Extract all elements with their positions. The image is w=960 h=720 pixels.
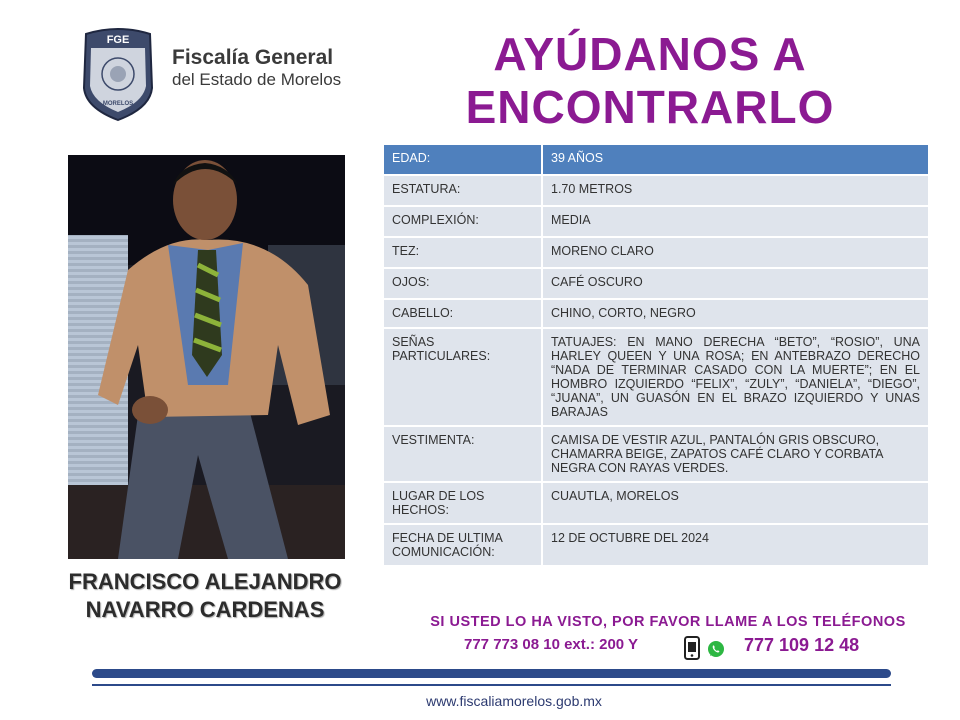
fge-shield-logo xyxy=(80,26,156,122)
missing-person-photo xyxy=(68,155,345,559)
detail-label: LUGAR DE LOS HECHOS: xyxy=(384,483,543,523)
table-row xyxy=(384,329,928,425)
detail-value: CUAUTLA, MORELOS xyxy=(543,483,928,523)
detail-label: CABELLO: xyxy=(384,300,543,327)
agency-name-line1: Fiscalía General xyxy=(172,46,334,69)
detail-label: OJOS: xyxy=(384,269,543,298)
details-table xyxy=(384,143,928,567)
detail-value: CAFÉ OSCURO xyxy=(543,269,928,298)
agency-name xyxy=(172,46,341,90)
table-row xyxy=(384,269,928,298)
page-title xyxy=(440,28,860,134)
detail-label: COMPLEXIÓN: xyxy=(384,207,543,236)
footer-bar xyxy=(92,669,891,678)
detail-value: CAMISA DE VESTIR AZUL, PANTALÓN GRIS OBSCURO, CHAMARRA BEIGE, ZAPATOS CAFÉ CLARO Y CORBATA NEGRA CON RAYAS VERDES. xyxy=(543,427,928,481)
table-row xyxy=(384,427,928,481)
table-row xyxy=(384,207,928,236)
person-name xyxy=(40,568,370,624)
table-row xyxy=(384,483,928,523)
person-name-line1: FRANCISCO ALEJANDRO xyxy=(68,569,342,594)
whatsapp-icon xyxy=(707,640,725,658)
detail-label: SEÑAS PARTICULARES: xyxy=(384,329,543,425)
badge-bottom-text: MORELOS xyxy=(102,101,134,107)
phone-number-2: 777 109 12 48 xyxy=(744,635,860,655)
detail-label: EDAD: xyxy=(384,145,543,174)
website-link[interactable]: www.fiscaliamorelos.gob.mx xyxy=(426,693,602,709)
detail-label: FECHA DE ULTIMA COMUNICACIÓN: xyxy=(384,525,543,565)
table-row xyxy=(384,176,928,205)
detail-value: MORENO CLARO xyxy=(543,238,928,267)
detail-value: 12 DE OCTUBRE DEL 2024 xyxy=(543,525,928,565)
call-to-action: SI USTED LO HA VISTO, POR FAVOR LLAME A LOS TELÉFONOS xyxy=(430,614,906,630)
table-row xyxy=(384,238,928,267)
detail-value: 39 AÑOS xyxy=(543,145,928,174)
phone-number-1: 777 773 08 10 ext.: 200 Y xyxy=(464,636,639,653)
detail-label: TEZ: xyxy=(384,238,543,267)
footer-divider xyxy=(92,684,891,686)
badge-top-text: FGE xyxy=(106,34,130,46)
detail-value: TATUAJES: EN MANO DERECHA “BETO”, “ROSIO”, UNA HARLEY QUEEN Y UNA ROSA; EN ANTEBRAZO DERECHO “NADA DE TERMINAR CASADO CON LA MUERTE”; EN EL HOMBRO IZQUIERDO “FELIX”, “ZULY”, “DANIELA”, “DIEGO”, “JUANA”, UN GUASÓN EN EL BRAZO IZQUIERDO Y UNAS BARAJAS xyxy=(543,329,928,425)
title-line1: AYÚDANOS A xyxy=(493,28,807,80)
detail-label: ESTATURA: xyxy=(384,176,543,205)
agency-name-line2: del Estado de Morelos xyxy=(172,70,342,89)
table-row xyxy=(384,145,928,174)
table-row xyxy=(384,300,928,327)
detail-value: MEDIA xyxy=(543,207,928,236)
detail-value: CHINO, CORTO, NEGRO xyxy=(543,300,928,327)
mobile-phone-icon xyxy=(684,636,700,660)
detail-value: 1.70 METROS xyxy=(543,176,928,205)
detail-label: VESTIMENTA: xyxy=(384,427,543,481)
table-row xyxy=(384,525,928,565)
person-name-line2: NAVARRO CARDENAS xyxy=(85,597,325,622)
title-line2: ENCONTRARLO xyxy=(465,81,835,133)
